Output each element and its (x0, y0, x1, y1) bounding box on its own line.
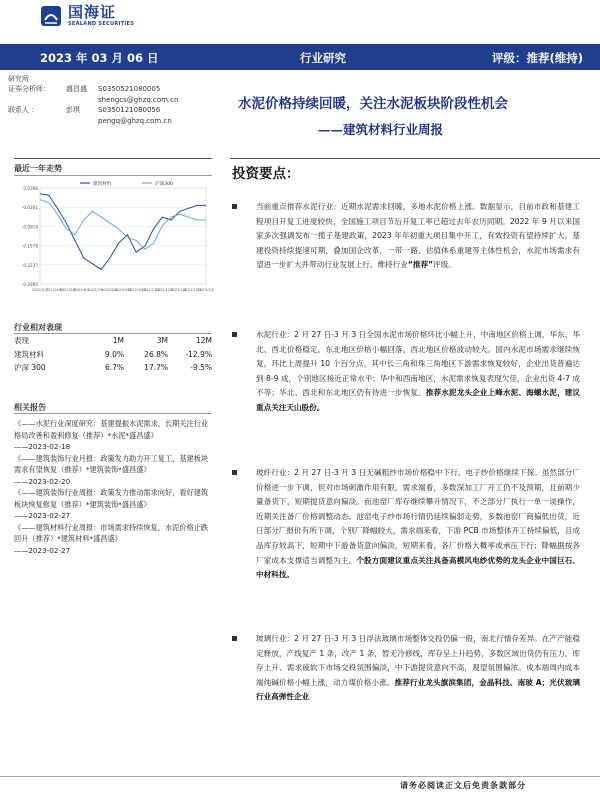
related-report-text: 《——水泥行业深度研究：基建提振水泥需求，长期关注行业格局改善和盈利修复（推荐）*水泥*盛昌盛》 (14, 419, 209, 440)
contact-email[interactable]: pengq@ghzq.com.cn (98, 116, 172, 125)
trend-chart (14, 176, 215, 300)
related-report-date: ——2023-02-27 (14, 545, 71, 555)
perf-cell: 6.7% (104, 363, 124, 373)
chart-legend-label: 建筑材料 (93, 182, 112, 187)
point-text: 当前重点推荐水泥行业：近期水泥需求回暖，多地水泥价格上涨。数据显示，目前市政和基建工程项目开复工进度较快，全国施工项目节后开复工率已超过去年农历同期。2022 年 9 月以来国家多次强调发布一揽子基建政策，2023 年年初重大项目集中开工，有效投资有望持续扩大，基建投资持续提速可期，叠加国企改革，一带一路、估值体系重建等主体性机会，水泥市场需求有望进一步扩大并带动行业发展上行，维持行业 (256, 202, 580, 270)
bullet-square-icon (232, 636, 237, 641)
perf-header-cell: 表现 (14, 336, 29, 346)
related-report-item[interactable] (14, 522, 214, 557)
perf-cell: 17.7% (144, 363, 168, 373)
report-subtitle: ——建筑材料行业周报 (318, 122, 444, 137)
analyst-name: 盛昌盛 (66, 85, 87, 94)
report-date: 2023 年 03 月 06 日 (40, 51, 159, 65)
chart-x-tick-label: 2022/3/7 (31, 288, 49, 292)
perf-cell: 9.0% (104, 349, 124, 359)
perf-header-cell: 1M (112, 336, 124, 346)
point-bold: “推荐” (407, 260, 434, 270)
chart-x-tick-label: 2022/8/4 (101, 288, 118, 292)
chart-legend-label: 沪深300 (155, 182, 173, 187)
investment-point-glass (230, 632, 580, 705)
related-report-date: ——2023-02-27 (14, 511, 71, 520)
contact-label: 联系人 ： (8, 106, 39, 115)
related-report-date: ——2023-02-20 (14, 476, 71, 486)
logo-chinese: 国海证 (68, 3, 117, 21)
footer-rule (0, 776, 600, 777)
chart-x-tick-label: 2022/12/2 (155, 288, 174, 292)
perf-header-cell: 12M (195, 336, 212, 346)
analyst-label: 证券分析师： (8, 85, 50, 94)
performance-header-row (14, 334, 212, 348)
chart-y-tick-label: 0.0398 (23, 186, 38, 191)
related-report-item[interactable] (14, 487, 214, 522)
perf-cell: 沪深 300 (14, 363, 46, 373)
logo-english: SEALAND SECURITIES (68, 21, 135, 27)
institute-label: 研究所 (8, 75, 29, 83)
related-report-text: 《——建筑材料行业周报：市场需求持续恢复，水泥价格止跌回升（推荐）*建筑材料*盛昌盛》 (14, 522, 209, 543)
report-type: 行业研究 (300, 51, 346, 65)
chart-x-tick-label: 2022/4/6 (45, 288, 62, 292)
point-text: 玻纤行业：2 月 27 日-3 月 3 日无碱粗纱市场价格稳中下行，电子纱价格继续下探。虽然部分厂价格进一步下调，但对市场刺激作用有限，需求端看，多数深加工厂开工仍不及预期，且前期少量备货下，短期提货意向偏淡。而池窑厂库存继续攀升情况下，不乏部分厂执行一单一谈操作，近期关注备厂价格调整动态。池窑电子纱市场行情仍延续偏弱走势，多数池窑厂商偏低出货，近日部分厂报价有所下调，个别厂降幅较大，需求端来看，下游 PCB 市场整体开工持续偏低，且成品库存较高下，短期中下游备货意向偏淡，短期来看，各厂价格大概率或承压下行；降幅据按各厂家成本支撑适当调整为主。 (256, 468, 580, 565)
bullet-square-icon (232, 204, 237, 209)
sealand-logo-icon (40, 5, 62, 27)
performance-row (14, 348, 212, 362)
chart-x-tick-label: 2022/10/3 (127, 288, 147, 292)
related-report-date: ——2023-02-18 (14, 442, 71, 451)
point-text: 玻璃行业：2 月 27 日-3 月 3 日浮法玻璃市场整体交投仍偏一般，南北行情存差异。在产产能稳定释放，产线复产 1 条，改产 1 条，暂无冷修线，库存呈上升趋势，多数区域出货仍有压力，库存上升、需求疲软下市场交投氛围偏淡，中下游提货意向不高，观望氛围偏浓。成本端周内成本端纯碱价格小幅上涨，动力煤价格小涨。 (256, 634, 580, 687)
related-report-item[interactable] (14, 418, 214, 453)
chart-series-line-0 (40, 194, 206, 270)
investment-title: 投资要点： (232, 166, 300, 182)
right-divider (230, 158, 600, 159)
chart-x-tick-label: 2022/5/6 (59, 288, 76, 292)
perf-cell: 26.8% (144, 349, 168, 359)
chart-y-tick-label: -0.2237 (21, 262, 38, 268)
investment-point-cement (230, 328, 580, 416)
point-text: 水泥行业：2 月 27 日-3 月 3 日全国水泥市场价格环比小幅上升，中南地区价格上调，华东、华北、西北价格稳定，东北地区价格小幅回落，西北地区价格波动较大。国内水泥市场需求继续恢复，环比上周提升 10 个百分点，其中长三角和珠三角地区下游需求恢复较好，企业出货普遍达到 8-9 成，个别地区接近正常水平；华中和西南地区，水泥需求恢复表现欠佳，企业出货 4-7 成不等；华北、西北和东北地区仍有待进一步恢复。 (256, 330, 580, 398)
header-band (0, 44, 600, 70)
chart-y-tick-label: -0.0261 (21, 205, 38, 211)
related-report-item[interactable] (14, 453, 214, 488)
report-title: 水泥价格持续回暖，关注水泥板块阶段性机会 (238, 96, 508, 112)
chart-x-tick-label: 2022/9/3 (114, 288, 132, 292)
chart-y-tick-label: -0.0919 (21, 224, 38, 230)
chart-y-tick-label: -0.1578 (21, 243, 38, 249)
chart-x-tick-label: 2023/1/1 (170, 288, 187, 292)
analyst-id: S0350521080005 (98, 85, 161, 94)
performance-table (14, 334, 212, 375)
perf-header-cell: 3M (156, 336, 168, 346)
point-bold: 推荐水泥龙头企业上峰水泥、海螺水泥，建议重点关注天山股份。 (256, 388, 580, 412)
contact-id: S0350121080056 (98, 106, 161, 115)
chart-section-title: 最近一年走势 (14, 164, 62, 173)
chart-x-tick-label: 2022/6/5 (73, 288, 90, 292)
report-rating: 评级：推荐(维持) (492, 51, 584, 65)
related-rule (14, 413, 212, 414)
footer-disclaimer[interactable]: 请务必阅读正文后免责条款部分 (400, 781, 526, 790)
chart-x-tick-label: 2022/7/5 (87, 288, 104, 292)
related-report-text: 《——建筑装饰行业周报：政策发力推动需求向好，看好建筑板块恢复修复（推荐）*建筑装饰*盛昌盛》 (14, 488, 209, 509)
perf-cell: -9.5% (190, 363, 212, 373)
point-bold: 个股方面建议重点关注具备高模风电纱优势的龙头企业中国巨石、中材科技。 (256, 555, 581, 580)
chart-y-tick-label: -0.2895 (21, 282, 38, 287)
chart-x-tick-label: 2023/3/2 (197, 288, 215, 292)
contact-name: 彭琪 (66, 106, 80, 115)
left-divider (14, 158, 212, 159)
related-report-text: 《——建筑装饰行业月报：政策发力助力开工复工，基建板块需求有望恢复（推荐）*建筑装饰*盛昌盛》 (14, 453, 209, 474)
investment-point-cement-recommend (230, 200, 580, 273)
company-logo (40, 2, 134, 30)
chart-plot-area (40, 188, 206, 284)
bullet-square-icon (232, 470, 237, 475)
related-title: 相关报告 (14, 403, 46, 412)
bullet-square-icon (232, 332, 237, 337)
performance-row (14, 361, 212, 375)
author-block (8, 74, 218, 126)
chart-x-tick-label: 2023/1/31 (182, 288, 202, 292)
related-reports (14, 418, 214, 556)
investment-point-fiberglass (230, 466, 580, 583)
point-bold: 推荐行业龙头旗滨集团，金晶科技、南玻 A；光伏玻璃行业高弹性企业 (256, 677, 580, 702)
point-text-tail: 评级。 (433, 260, 456, 270)
perf-cell: 建筑材料 (14, 349, 44, 359)
chart-x-tick-label: 2022/11/2 (141, 288, 160, 292)
performance-title: 行业相对表现 (14, 323, 62, 332)
perf-cell: -12.9% (185, 349, 212, 359)
analyst-email[interactable]: shengcs@ghzq.com.cn (98, 95, 179, 104)
